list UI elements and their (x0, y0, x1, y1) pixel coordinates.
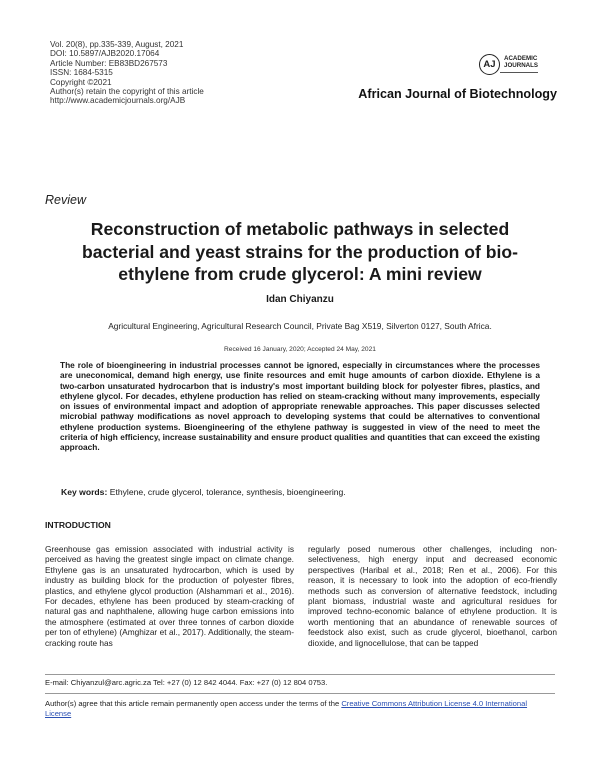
article-metadata (50, 40, 204, 106)
keywords (61, 487, 346, 497)
author-name: Idan Chiyanzu (266, 294, 334, 305)
logo-wordmark (500, 56, 538, 72)
abstract: The role of bioengineering in industrial processes cannot be ignored, especially in circumstances where the processes are uneconomical, demand high energy, use finite resources and emit huge amounts of carbon dioxide. Ethylene is a two-carbon unsaturated hydrocarbon that is industry's most important building block for polyester fibres, plastics, and ethylene glycol. For decades, ethylene production has relied on steam-cracking without many improvements, especially on issues of environmental impact and adoption of appropriate renewable approaches. This paper discusses selected microbial pathway modifications as novel approach to developing systems that could be alternatives to conventional ethylene production systems. Bioengineering of the ethylene pathway is suggested in view of the need to meet the criteria of high efficiency, increase sustainability and ensure product qualities and quantities that can exceed the existing approach. (60, 360, 540, 453)
journal-name: African Journal of Biotechnology (358, 87, 557, 101)
footer-divider (45, 674, 555, 675)
article-title: Reconstruction of metabolic pathways in selected bacterial and yeast strains for the production of bio-ethylene from crude glycerol: A mini review (82, 219, 518, 284)
corresponding-contact: E-mail: Chiyanzul@arc.agric.za Tel: +27 (0) 12 842 4044. Fax: +27 (0) 12 804 0753. (45, 678, 328, 687)
license-statement (45, 699, 555, 718)
copyright-retain-line: Author(s) retain the copyright of this article (50, 87, 204, 97)
logo-line-2: JOURNALS (504, 62, 539, 69)
author-affiliation: Agricultural Engineering, Agricultural Research Council, Private Bag X519, Silverton 0127, South Africa. (108, 321, 492, 331)
keywords-label: Key words: (61, 487, 108, 497)
license-link[interactable]: Creative Commons Attribution License 4.0 International License (45, 699, 528, 718)
doi-line: DOI: 10.5897/AJB2020.17064 (50, 49, 160, 59)
license-divider (45, 693, 555, 694)
keywords-list: Ethylene, crude glycerol, tolerance, synthesis, bioengineering. (109, 487, 346, 497)
copyright-line: Copyright ©2021 (50, 77, 112, 87)
introduction-heading: INTRODUCTION (45, 520, 111, 530)
article-type: Review (45, 193, 86, 207)
journal-url-line: http://www.academicjournals.org/AJB (50, 96, 186, 106)
issn-line: ISSN: 1684-5315 (50, 68, 113, 78)
license-text: Author(s) agree that this article remain permanently open access under the terms of the (45, 699, 342, 708)
received-dates: Received 16 January, 2020; Accepted 24 May, 2021 (224, 346, 376, 353)
volume-line: Vol. 20(8), pp.335-339, August, 2021 (50, 40, 184, 49)
academic-journals-logo (479, 54, 538, 75)
article-number-line: Article Number: EB83BD267573 (50, 58, 168, 68)
logo-underline (500, 72, 538, 73)
logo-line-1: ACADEMIC (504, 55, 538, 63)
intro-right-column: regularly posed numerous other challenges, including non-selectiveness, high energy input and decreased economic perspectives (Haribal et al., 2018; Ren et al., 2006). For this reason, it is necessary to look into the adoption of eco-friendly methods such as conversion of alternative feedstock, including plant biomass, industrial waste and agricultural residues for improved techno-economic balance of ethylene production. It is worth mentioning that an abundance of renewable sources of feedstock also exist, such as crude glycerol, bioethanol, carbon dioxide, and lignocellulose, that can be tapped (308, 544, 557, 648)
aj-logo-icon: AJ (479, 54, 500, 75)
intro-left-column: Greenhouse gas emission associated with industrial activity is perceived as having the greatest single impact on climate change. Ethylene gas is an unsaturated hydrocarbon, which is used by industry as building block for the production of polyester fibres, plastics, and ethylene glycol production (Alshammari et al., 2016). For decades, ethylene has been produced by steam-cracking of natural gas and naphthalene, allowing huge carbon emissions into the atmosphere (estimated at over three tonnes of carbon dioxide per ton of ethylene) (Amghizar et al., 2017). Additionally, the steam-cracking route has (45, 544, 294, 648)
